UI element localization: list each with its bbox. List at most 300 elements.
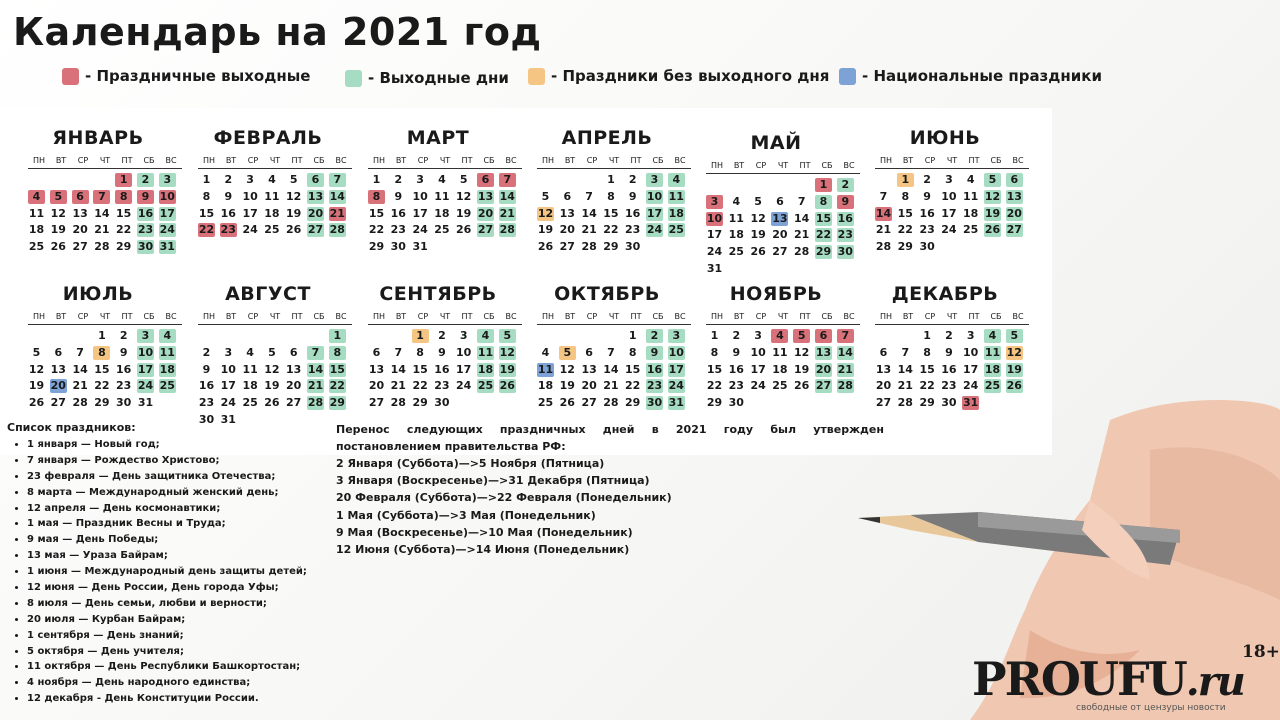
day-cell: 15 (368, 206, 385, 220)
day-cell: 23 (919, 223, 935, 237)
day-cell: 6 (563, 189, 572, 203)
day-cell: 30 (728, 396, 744, 410)
day-cell: 25 (984, 379, 1001, 393)
day-cell: 20 (559, 223, 575, 237)
day-cell: 29 (368, 240, 385, 254)
day-cell: 21 (329, 206, 345, 220)
weekday-label: ЧТ (777, 312, 789, 321)
days-grid (368, 169, 528, 279)
day-cell: 15 (412, 362, 428, 376)
day-cell: 2 (732, 329, 741, 342)
day-cell: 12 (264, 362, 280, 376)
weekday-label: ЧТ (608, 312, 620, 321)
weekday-label: СР (924, 156, 936, 165)
day-cell: 23 (728, 379, 744, 393)
day-cell: 10 (242, 189, 258, 203)
day-cell: 1 (607, 173, 615, 186)
weekday-label: ПН (202, 156, 216, 165)
legend-label: - Праздники без выходного дня (551, 67, 830, 85)
day-cell: 17 (706, 228, 723, 242)
month-block (875, 126, 1035, 279)
day-cell: 23 (625, 223, 641, 237)
day-cell: 22 (412, 379, 428, 393)
day-cell: 20 (50, 379, 66, 393)
day-cell: 20 (1006, 206, 1022, 220)
day-cell: 30 (837, 245, 853, 259)
holiday-list (14, 437, 307, 707)
weekday-label: СР (924, 312, 936, 321)
day-cell: 24 (706, 245, 723, 259)
day-cell: 9 (646, 346, 663, 360)
day-cell: 2 (119, 329, 128, 342)
weekday-label: ВТ (55, 312, 67, 321)
month-name: СЕНТЯБРЬ (379, 283, 497, 305)
days-grid (875, 169, 1035, 279)
weekday-label: СБ (821, 312, 833, 321)
day-cell: 5 (32, 345, 41, 359)
day-cell: 1 (897, 173, 914, 187)
day-cell: 6 (477, 173, 494, 187)
day-cell: 1 (815, 178, 832, 192)
day-cell: 24 (159, 223, 175, 237)
weekday-label: СБ (652, 312, 664, 321)
day-cell: 2 (628, 173, 637, 186)
day-cell: 19 (286, 206, 302, 220)
weekday-label: ЧТ (777, 161, 789, 170)
day-cell: 10 (220, 362, 236, 376)
weekday-label: ВС (674, 156, 686, 165)
day-cell: 27 (581, 396, 597, 410)
weekday-header (706, 159, 860, 174)
day-cell: 24 (750, 379, 766, 393)
weekday-label: ПН (541, 156, 555, 165)
weekday-label: СБ (483, 312, 495, 321)
day-cell: 25 (264, 223, 280, 237)
weekday-label: ЧТ (439, 156, 451, 165)
weekday-label: СБ (990, 156, 1002, 165)
days-grid (875, 325, 1035, 435)
day-cell: 20 (286, 379, 302, 393)
day-cell: 16 (837, 211, 853, 225)
day-cell: 16 (646, 362, 663, 376)
month-name: АПРЕЛЬ (561, 127, 653, 149)
holiday-item: • 13 мая — Ураза Байрам; (27, 548, 307, 564)
day-cell: 5 (559, 346, 576, 360)
weekday-label: ВС (674, 312, 686, 321)
day-cell: 16 (728, 362, 744, 376)
day-cell: 6 (307, 173, 324, 187)
day-cell: 24 (220, 396, 236, 410)
day-cell: 14 (72, 362, 88, 376)
day-cell: 30 (137, 240, 154, 254)
day-cell: 3 (706, 195, 723, 209)
weekday-label: ВТ (564, 312, 576, 321)
day-cell: 25 (434, 223, 450, 237)
weekday-header (537, 154, 691, 169)
legend-holiday-work (528, 67, 829, 85)
day-cell: 30 (390, 240, 406, 254)
day-cell: 16 (625, 206, 641, 220)
day-cell: 29 (412, 396, 428, 410)
age-rating-badge: 18+ (1242, 642, 1280, 662)
day-cell: 27 (772, 245, 788, 259)
day-cell: 2 (202, 345, 211, 359)
legend-swatch (62, 68, 79, 85)
day-cell: 6 (372, 345, 381, 359)
day-cell: 21 (875, 223, 892, 237)
day-cell: 27 (72, 240, 88, 254)
day-cell: 28 (897, 396, 913, 410)
day-cell: 5 (984, 173, 1001, 187)
weekday-label: ВС (335, 312, 347, 321)
weekday-label: СБ (313, 156, 325, 165)
day-cell: 14 (794, 211, 810, 225)
month-name: МАРТ (406, 127, 470, 149)
weekday-label: СБ (143, 156, 155, 165)
day-cell: 11 (984, 345, 1001, 359)
day-cell: 12 (559, 362, 575, 376)
legend-swatch (528, 68, 545, 85)
weekday-label: ВС (335, 156, 347, 165)
day-cell: 28 (837, 379, 853, 393)
weekday-label: ПТ (968, 312, 980, 321)
day-cell: 17 (220, 379, 236, 393)
day-cell: 10 (137, 345, 154, 359)
day-cell: 28 (94, 240, 110, 254)
holiday-item: • 12 декабря - День Конституции России. (27, 691, 307, 707)
day-cell: 24 (137, 379, 154, 393)
day-cell: 18 (434, 206, 450, 220)
day-cell: 1 (372, 173, 381, 186)
day-cell: 4 (732, 194, 741, 208)
weekday-label: ВТ (225, 156, 237, 165)
day-cell: 15 (329, 362, 345, 376)
day-cell: 20 (875, 379, 892, 393)
holiday-item: • 4 ноября — День народного единства; (27, 675, 307, 691)
day-cell: 4 (438, 173, 446, 186)
day-cell: 3 (668, 329, 685, 343)
day-cell: 16 (390, 206, 406, 220)
month-name: ОКТЯБРЬ (554, 283, 660, 305)
site-logo[interactable] (972, 652, 1244, 706)
days-grid (537, 325, 697, 435)
holiday-item: • 1 июня — Международный день защиты детей; (27, 564, 307, 580)
legend-holiday-off (62, 67, 310, 85)
weekday-label: СР (247, 312, 259, 321)
day-cell: 30 (646, 396, 663, 410)
day-cell: 3 (966, 329, 975, 342)
day-cell: 17 (941, 206, 957, 220)
day-cell: 9 (202, 362, 211, 376)
day-cell: 26 (1006, 379, 1022, 393)
day-cell: 23 (198, 396, 215, 410)
day-cell: 12 (984, 189, 1001, 203)
day-cell: 3 (754, 329, 762, 342)
day-cell: 23 (116, 379, 132, 393)
day-cell: 24 (456, 379, 472, 393)
day-cell: 14 (837, 345, 853, 359)
day-cell: 21 (581, 223, 597, 237)
day-cell: 17 (242, 206, 258, 220)
day-cell: 1 (412, 329, 429, 343)
day-cell: 13 (368, 362, 385, 376)
day-cell: 18 (159, 362, 175, 376)
day-cell: 29 (706, 396, 723, 410)
day-cell: 13 (772, 211, 788, 225)
day-cell: 3 (459, 329, 468, 342)
holiday-item: • 5 октября — День учителя; (27, 644, 307, 660)
transfer-line: 12 Июня (Суббота)—>14 Июня (Понедельник) (336, 543, 630, 557)
day-cell: 29 (919, 396, 935, 410)
day-cell: 27 (477, 223, 494, 237)
day-cell: 19 (1006, 362, 1022, 376)
day-cell: 1 (628, 329, 637, 342)
weekday-label: ЧТ (269, 156, 281, 165)
day-cell: 4 (28, 190, 45, 204)
day-cell: 11 (537, 362, 554, 376)
weekday-label: СБ (990, 312, 1002, 321)
weekday-label: ВТ (225, 312, 237, 321)
day-cell: 24 (668, 379, 684, 393)
day-cell: 20 (772, 228, 788, 242)
month-block (198, 282, 358, 435)
day-cell: 25 (772, 379, 788, 393)
day-cell: 16 (116, 362, 132, 376)
month-block (706, 282, 866, 435)
holiday-item: • 8 июля — День семьи, любви и верности; (27, 596, 307, 612)
day-cell: 11 (434, 189, 450, 203)
day-cell: 7 (797, 194, 806, 208)
day-cell: 1 (329, 329, 346, 343)
month-name: ИЮНЬ (909, 127, 981, 149)
day-cell: 4 (477, 329, 494, 343)
day-cell: 11 (28, 206, 45, 220)
day-cell: 24 (646, 223, 663, 237)
day-cell: 16 (434, 362, 450, 376)
day-cell: 15 (706, 362, 723, 376)
weekday-label: ВТ (902, 156, 914, 165)
day-cell: 15 (919, 362, 935, 376)
days-grid (537, 169, 697, 279)
holiday-item: • 12 июня — День России, День города Уфы; (27, 580, 307, 596)
day-cell: 23 (220, 223, 236, 237)
days-grid (28, 169, 188, 279)
day-cell: 28 (499, 223, 515, 237)
day-cell: 21 (897, 379, 913, 393)
day-cell: 27 (368, 396, 385, 410)
weekday-label: СР (417, 312, 429, 321)
weekday-label: ПТ (291, 312, 303, 321)
day-cell: 29 (94, 396, 110, 410)
day-cell: 18 (984, 362, 1001, 376)
holiday-transfer-block (336, 421, 884, 558)
logo-text: PROUFU (972, 652, 1186, 706)
day-cell: 28 (307, 396, 324, 410)
day-cell: 22 (706, 379, 723, 393)
day-cell: 27 (1006, 223, 1022, 237)
day-cell: 29 (897, 240, 913, 254)
transfer-line: 3 Января (Воскресенье)—>31 Декабря (Пятница) (336, 474, 650, 488)
day-cell: 13 (559, 206, 575, 220)
month-name: МАЙ (750, 132, 802, 154)
day-cell: 22 (368, 223, 385, 237)
day-cell: 19 (264, 379, 280, 393)
day-cell: 5 (499, 329, 516, 343)
weekday-label: ПН (710, 312, 724, 321)
day-cell: 14 (875, 206, 892, 220)
day-cell: 19 (456, 206, 472, 220)
day-cell: 19 (537, 223, 554, 237)
day-cell: 18 (477, 362, 494, 376)
day-cell: 22 (625, 379, 641, 393)
day-cell: 3 (246, 173, 254, 186)
day-cell: 26 (499, 379, 515, 393)
logo-tagline: свободные от цензуры новости (1076, 703, 1226, 713)
weekday-header (368, 310, 522, 325)
day-cell: 7 (76, 345, 84, 359)
day-cell: 24 (941, 223, 957, 237)
day-cell: 9 (119, 345, 128, 359)
day-cell: 10 (750, 345, 766, 359)
weekday-label: ЧТ (269, 312, 281, 321)
weekday-label: СР (586, 312, 598, 321)
day-cell: 21 (794, 228, 810, 242)
weekday-label: СР (417, 156, 429, 165)
weekday-label: ПТ (630, 156, 642, 165)
day-cell: 18 (28, 223, 45, 237)
day-cell: 16 (941, 362, 957, 376)
day-cell: 5 (459, 173, 468, 186)
day-cell: 15 (198, 206, 215, 220)
day-cell: 10 (706, 211, 723, 225)
days-grid (198, 169, 358, 279)
holiday-item: • 11 октября — День Республики Башкортостан; (27, 659, 307, 675)
day-cell: 16 (137, 206, 154, 220)
weekday-label: ЧТ (99, 312, 111, 321)
weekday-header (28, 154, 182, 169)
weekday-label: ПТ (121, 156, 133, 165)
day-cell: 25 (728, 245, 744, 259)
day-cell: 8 (93, 346, 110, 360)
day-cell: 16 (198, 379, 215, 393)
day-cell: 15 (94, 362, 110, 376)
day-cell: 12 (1006, 345, 1022, 359)
day-cell: 2 (837, 178, 854, 192)
day-cell: 22 (815, 228, 832, 242)
day-cell: 9 (732, 345, 741, 359)
weekday-label: ВТ (395, 156, 407, 165)
day-cell: 7 (307, 346, 324, 360)
day-cell: 17 (646, 206, 663, 220)
day-cell: 9 (945, 345, 953, 359)
day-cell: 15 (116, 206, 132, 220)
day-cell: 19 (28, 379, 45, 393)
day-cell: 10 (412, 189, 428, 203)
day-cell: 30 (434, 396, 450, 410)
day-cell: 8 (901, 189, 910, 203)
day-cell: 6 (815, 329, 832, 343)
day-cell: 16 (919, 206, 935, 220)
logo-suffix: .ru (1185, 658, 1244, 705)
day-cell: 10 (941, 189, 957, 203)
weekday-label: СР (755, 161, 767, 170)
day-cell: 11 (159, 345, 175, 359)
day-cell: 5 (50, 190, 67, 204)
transfer-intro-line1: Перенос следующих праздничных дней в 2021 году был утвержден (336, 423, 884, 436)
day-cell: 3 (137, 329, 154, 343)
day-cell: 12 (750, 211, 766, 225)
weekday-label: СБ (483, 156, 495, 165)
days-grid (28, 325, 188, 435)
day-cell: 8 (710, 345, 719, 359)
weekday-header (706, 310, 860, 325)
day-cell: 19 (50, 223, 66, 237)
day-cell: 3 (945, 173, 953, 186)
weekday-header (28, 310, 182, 325)
day-cell: 28 (72, 396, 88, 410)
weekday-label: ПН (541, 312, 555, 321)
day-cell: 27 (875, 396, 892, 410)
day-cell: 3 (224, 345, 233, 359)
day-cell: 31 (706, 262, 723, 275)
day-cell: 14 (390, 362, 406, 376)
day-cell: 13 (581, 362, 597, 376)
day-cell: 11 (668, 189, 684, 203)
day-cell: 4 (541, 345, 550, 359)
day-cell: 6 (72, 190, 89, 204)
day-cell: 6 (1006, 173, 1023, 187)
day-cell: 8 (416, 345, 424, 359)
day-cell: 22 (116, 223, 132, 237)
weekday-header (875, 310, 1029, 325)
day-cell: 22 (897, 223, 913, 237)
day-cell: 20 (477, 206, 494, 220)
day-cell: 7 (837, 329, 854, 343)
day-cell: 23 (390, 223, 406, 237)
day-cell: 15 (625, 362, 641, 376)
legend-label: - Выходные дни (368, 69, 509, 87)
weekday-label: СР (77, 156, 89, 165)
day-cell: 4 (771, 329, 788, 343)
month-block (537, 126, 697, 279)
day-cell: 5 (1006, 329, 1023, 343)
day-cell: 26 (750, 245, 766, 259)
day-cell: 15 (603, 206, 619, 220)
weekday-label: СР (247, 156, 259, 165)
day-cell: 29 (603, 240, 619, 254)
day-cell: 31 (963, 396, 979, 410)
day-cell: 25 (963, 223, 979, 237)
day-cell: 25 (668, 223, 684, 237)
holiday-item: • 8 марта — Международный женский день; (27, 485, 307, 501)
weekday-label: ПТ (799, 161, 811, 170)
day-cell: 8 (368, 190, 385, 204)
day-cell: 7 (93, 190, 110, 204)
month-block (368, 282, 528, 435)
legend-swatch (839, 68, 856, 85)
day-cell: 8 (202, 189, 211, 203)
weekday-label: ВТ (55, 156, 67, 165)
legend-label: - Праздничные выходные (85, 67, 311, 85)
day-cell: 6 (54, 345, 63, 359)
day-cell: 6 (879, 345, 888, 359)
day-cell: 18 (728, 228, 744, 242)
day-cell: 30 (625, 240, 641, 254)
day-cell: 12 (794, 345, 810, 359)
day-cell: 20 (815, 362, 832, 376)
legend-label: - Национальные праздники (862, 67, 1102, 85)
weekday-label: ВТ (733, 312, 745, 321)
